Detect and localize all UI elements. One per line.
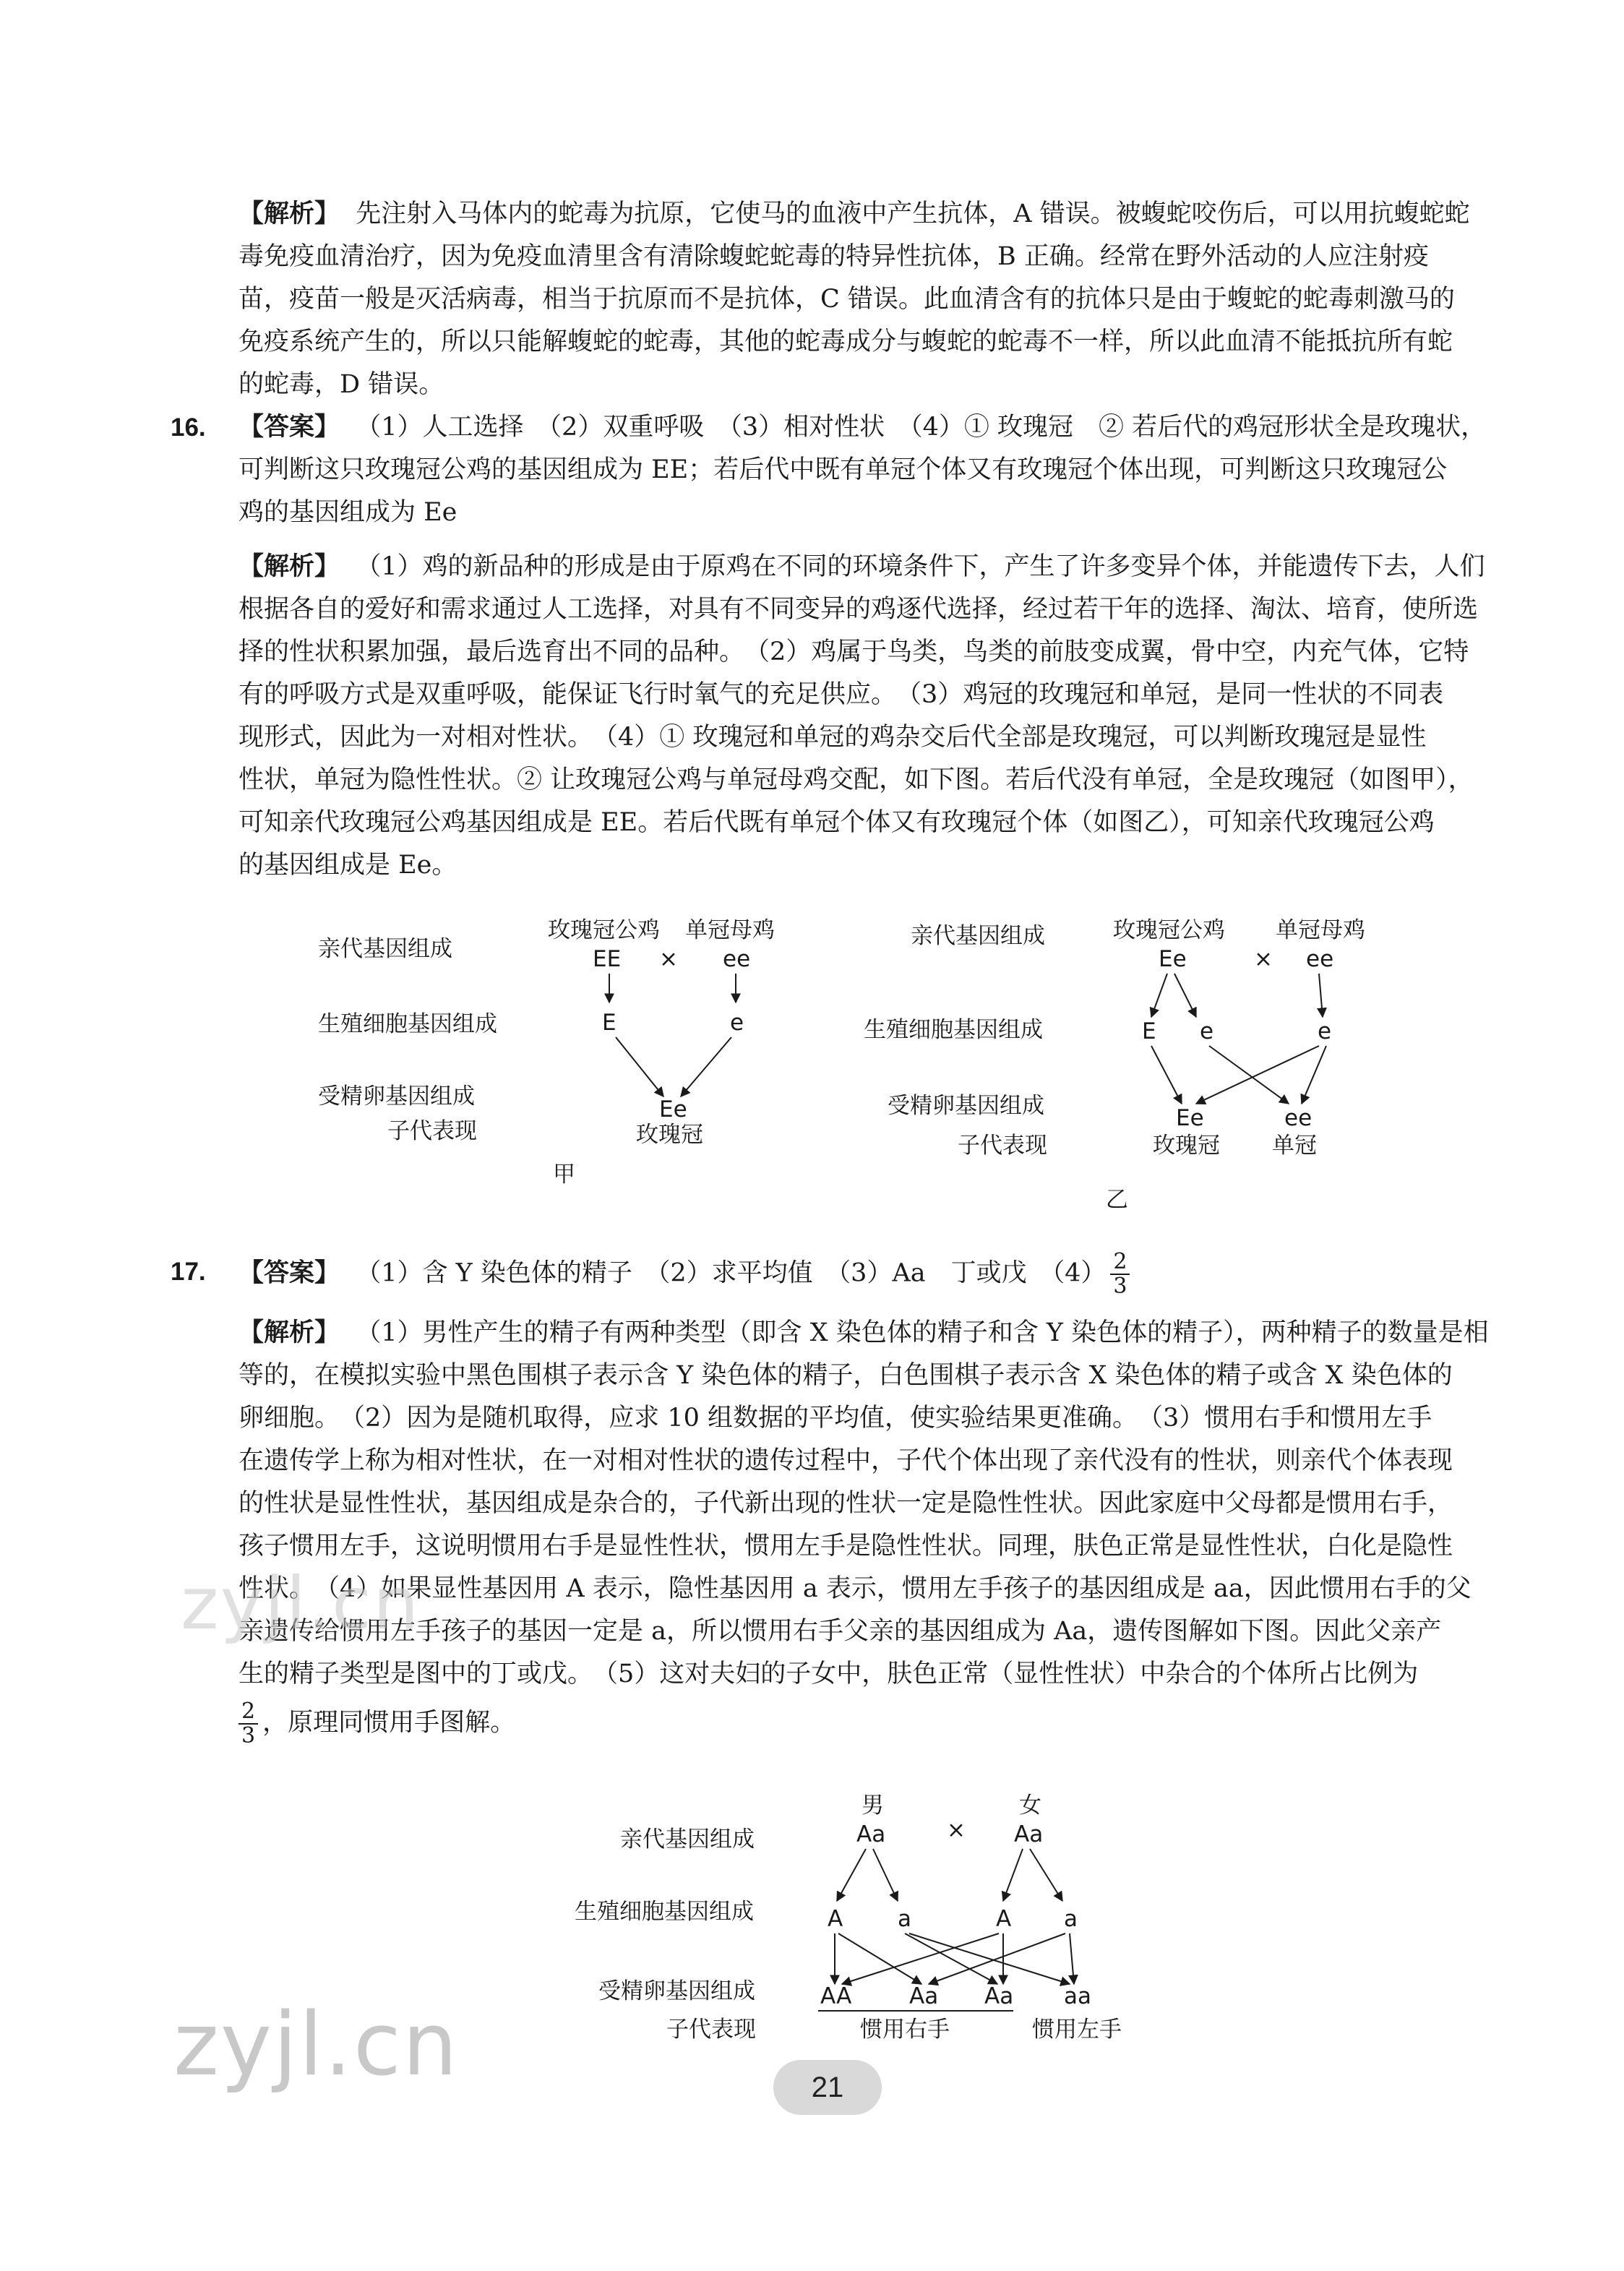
gamete: E bbox=[1142, 1018, 1156, 1044]
arrow bbox=[616, 1037, 663, 1096]
row-label: 亲代基因组成 bbox=[620, 1826, 755, 1853]
gamete: e bbox=[1200, 1018, 1214, 1044]
gamete: A bbox=[828, 1906, 843, 1932]
gamete: a bbox=[898, 1906, 911, 1932]
row-label: 受精卵基因组成 bbox=[318, 1083, 475, 1109]
text-line: 孩子惯用左手，这说明惯用右手是显性性状，惯用左手是隐性性状。同理，肤色正常是显性性状，白化是隐性 bbox=[239, 1532, 1453, 1560]
arrow bbox=[1070, 1933, 1074, 1984]
male-label: 玫瑰冠公鸡 bbox=[548, 917, 660, 943]
cross-symbol: × bbox=[1254, 946, 1273, 972]
row-label: 生殖细胞基因组成 bbox=[318, 1011, 497, 1037]
male-genotype: Aa bbox=[856, 1821, 886, 1847]
gamete: E bbox=[602, 1010, 616, 1036]
row-label: 亲代基因组成 bbox=[911, 923, 1045, 949]
page-number: 21 bbox=[773, 2060, 882, 2115]
genetic-diagram-yi bbox=[864, 907, 1384, 1218]
text-line: 等的，在模拟实验中黑色围棋子表示含 Y 染色体的精子，白色围棋子表示含 X 染色体的精子或含 X 染色体的 bbox=[239, 1361, 1453, 1390]
arrow bbox=[1196, 1046, 1319, 1104]
text-line: 先注射入马体内的蛇毒为抗原，它使马的血液中产生抗体，A 错误。被蝮蛇咬伤后，可以用抗蝮蛇蛇 bbox=[356, 199, 1470, 228]
cross-symbol: × bbox=[659, 946, 678, 972]
arrow bbox=[842, 1933, 999, 1984]
arrow bbox=[1151, 1046, 1182, 1104]
row-label: 子代表现 bbox=[666, 2017, 756, 2043]
answer-tag: 【答案】 bbox=[239, 1258, 340, 1288]
phenotype: 惯用右手 bbox=[860, 2017, 950, 2043]
question-number: 16. bbox=[171, 413, 206, 442]
female-genotype: Aa bbox=[1014, 1821, 1044, 1847]
analysis-tag: 【解析】 bbox=[239, 1318, 340, 1347]
text-line: 的性状是显性性状，基因组成是杂合的，子代新出现的性状一定是隐性性状。因此家庭中父母都是惯用右手， bbox=[239, 1489, 1453, 1518]
row-label: 受精卵基因组成 bbox=[598, 1978, 755, 2004]
answer-tag: 【答案】 bbox=[239, 413, 340, 442]
gamete: e bbox=[730, 1010, 744, 1036]
text-line: ，原理同惯用手图解。 bbox=[262, 1708, 516, 1738]
genetic-diagram-jia bbox=[318, 907, 867, 1196]
phenotype: 惯用左手 bbox=[1032, 2017, 1122, 2043]
text-line: 苗，疫苗一般是灭活病毒，相当于抗原而不是抗体，C 错误。此血清含有的抗体只是由于蝮蛇的蛇毒刺激马的 bbox=[239, 285, 1455, 314]
text-line: 性状。 （4）如果显性基因用 A 表示，隐性基因用 a 表示，惯用左手孩子的基因组成是 aa，因此惯用右手的父 bbox=[239, 1574, 1472, 1603]
arrow bbox=[1174, 974, 1196, 1017]
diagram-caption: 甲 bbox=[553, 1162, 575, 1188]
phenotype: 单冠 bbox=[1272, 1133, 1317, 1159]
text-line: 生的精子类型是图中的丁或戊。 （5）这对夫妇的子女中，肤色正常（显性性状）中杂合的个体所占比例为 bbox=[239, 1660, 1419, 1688]
female-label: 单冠母鸡 bbox=[685, 917, 775, 943]
fraction bbox=[1110, 1250, 1130, 1298]
genetic-diagram-handedness bbox=[564, 1778, 1156, 2043]
zygote: ee bbox=[1284, 1105, 1312, 1131]
zygote: Aa bbox=[909, 1983, 939, 2009]
zygote: aa bbox=[1064, 1983, 1091, 2009]
text-line: 现形式，因此为一对相对性状。 （4）① 玫瑰冠和单冠的鸡杂交后代全部是玫瑰冠，可以判断玫瑰冠是显性 bbox=[239, 723, 1427, 752]
fraction bbox=[239, 1700, 258, 1748]
arrow bbox=[838, 1933, 921, 1984]
analysis-tag: 【解析】 bbox=[239, 199, 340, 228]
q17-answer bbox=[239, 1250, 1512, 1298]
arrow bbox=[1209, 1046, 1289, 1104]
male-label: 玫瑰冠公鸡 bbox=[1113, 917, 1225, 943]
text-line: 择的性状积累加强，最后选育出不同的品种。 （2）鸡属于鸟类，鸟类的前肢变成翼，骨中空，内充气体，它特 bbox=[239, 637, 1469, 666]
female-genotype: ee bbox=[1306, 946, 1334, 972]
text-line: （1）男性产生的精子有两种类型（即含 X 染色体的精子和含 Y 染色体的精子），两种精子的数量是相 bbox=[356, 1318, 1489, 1347]
male-label: 男 bbox=[862, 1793, 884, 1819]
fraction-denominator: 3 bbox=[241, 1723, 256, 1748]
arrow bbox=[1003, 1849, 1023, 1901]
female-label: 女 bbox=[1019, 1793, 1041, 1819]
zygote: Aa bbox=[984, 1983, 1014, 2009]
text-line: 的蛇毒，D 错误。 bbox=[239, 370, 444, 399]
watermark: zyjl.cn bbox=[173, 1995, 459, 2095]
male-genotype: EE bbox=[593, 946, 622, 972]
row-label: 子代表现 bbox=[387, 1118, 477, 1144]
text-line: （1）鸡的新品种的形成是由于原鸡在不同的环境条件下，产生了许多变异个体，并能遗传下去，人们 bbox=[356, 552, 1485, 581]
text-line: 有的呼吸方式是双重呼吸，能保证飞行时氧气的充足供应。 （3）鸡冠的玫瑰冠和单冠，是同一性状的不同表 bbox=[239, 680, 1444, 709]
row-label: 亲代基因组成 bbox=[318, 936, 452, 962]
q16-analysis bbox=[239, 546, 1512, 887]
text-line: 的基因组成是 Ee。 bbox=[239, 851, 457, 880]
zygote: Ee bbox=[659, 1096, 687, 1122]
diagram-caption: 乙 bbox=[1106, 1187, 1128, 1213]
arrow bbox=[1030, 1849, 1062, 1901]
gamete: a bbox=[1064, 1906, 1078, 1932]
q16-answer bbox=[239, 406, 1512, 534]
text-line: 免疫系统产生的，所以只能解蝮蛇的蛇毒，其他的蛇毒成分与蝮蛇的蛇毒不一样，所以此血清不能抵抗所有蛇 bbox=[239, 327, 1453, 356]
text-line: 毒免疫血清治疗，因为免疫血清里含有清除蝮蛇蛇毒的特异性抗体，B 正确。经常在野外活动的人应注射疫 bbox=[239, 242, 1429, 271]
text-line: （1）人工选择 （2）双重呼吸 （3）相对性状 （4）① 玫瑰冠 ② 若后代的鸡冠形状全是玫瑰状， bbox=[356, 413, 1487, 442]
text-line: 在遗传学上称为相对性状，在一对相对性状的遗传过程中，子代个体出现了亲代没有的性状，则亲代个体表现 bbox=[239, 1446, 1453, 1475]
gamete: A bbox=[996, 1906, 1012, 1932]
arrow bbox=[1151, 974, 1167, 1017]
text-line: 鸡的基因组成为 Ee bbox=[239, 498, 457, 527]
text-line: 性状，单冠为隐性性状。② 让玫瑰冠公鸡与单冠母鸡交配，如下图。若后代没有单冠，全是玫瑰冠（如图甲）， bbox=[239, 765, 1474, 794]
fraction-numerator: 2 bbox=[239, 1700, 258, 1725]
analysis-tag: 【解析】 bbox=[239, 552, 340, 581]
question-number: 17. bbox=[171, 1258, 206, 1286]
arrow bbox=[873, 1849, 898, 1901]
zygote: AA bbox=[820, 1983, 852, 2009]
arrow bbox=[681, 1037, 731, 1096]
text-line: （1）含 Y 染色体的精子 （2）求平均值 （3）Aa 丁或戊 （4） bbox=[356, 1258, 1107, 1288]
text-line: 根据各自的爱好和需求通过人工选择，对具有不同变异的鸡逐代选择，经过若干年的选择、淘汰、培育，使所选 bbox=[239, 595, 1479, 624]
arrow bbox=[1319, 974, 1323, 1017]
watermark: zyjl.cn bbox=[181, 1561, 421, 1646]
row-label: 生殖细胞基因组成 bbox=[575, 1899, 754, 1925]
text-line: 卵细胞。 （2）因为是随机取得，应求 10 组数据的平均值，使实验结果更准确。 （3）惯用右手和惯用左手 bbox=[239, 1404, 1432, 1433]
female-genotype: ee bbox=[723, 946, 751, 972]
male-genotype: Ee bbox=[1159, 946, 1187, 972]
arrow bbox=[1302, 1046, 1326, 1104]
phenotype: 玫瑰冠 bbox=[1153, 1133, 1220, 1159]
text-line: 亲遗传给惯用左手孩子的基因一定是 a，所以惯用右手父亲的基因组成为 Aa，遗传图解如下图。因此父亲产 bbox=[239, 1617, 1442, 1646]
text-line: 可知亲代玫瑰冠公鸡基因组成是 EE。若后代既有单冠个体又有玫瑰冠个体（如图乙），可知亲代玫瑰冠公鸡 bbox=[239, 808, 1435, 837]
fraction-numerator: 2 bbox=[1110, 1250, 1130, 1275]
row-label: 受精卵基因组成 bbox=[888, 1093, 1044, 1119]
phenotype: 玫瑰冠 bbox=[636, 1122, 703, 1148]
text-line: 可判断这只玫瑰冠公鸡的基因组成为 EE；若后代中既有单冠个体又有玫瑰冠个体出现，可判断这只玫瑰冠公 bbox=[239, 455, 1448, 484]
cross-symbol: × bbox=[947, 1817, 966, 1843]
zygote: Ee bbox=[1176, 1105, 1204, 1131]
row-label: 生殖细胞基因组成 bbox=[864, 1017, 1043, 1043]
gamete: e bbox=[1318, 1018, 1332, 1044]
q17-analysis bbox=[239, 1312, 1512, 1748]
female-label: 单冠母鸡 bbox=[1276, 917, 1365, 943]
q15-analysis bbox=[239, 193, 1512, 406]
row-label: 子代表现 bbox=[958, 1133, 1047, 1159]
fraction-denominator: 3 bbox=[1113, 1274, 1127, 1299]
arrow bbox=[837, 1849, 866, 1901]
